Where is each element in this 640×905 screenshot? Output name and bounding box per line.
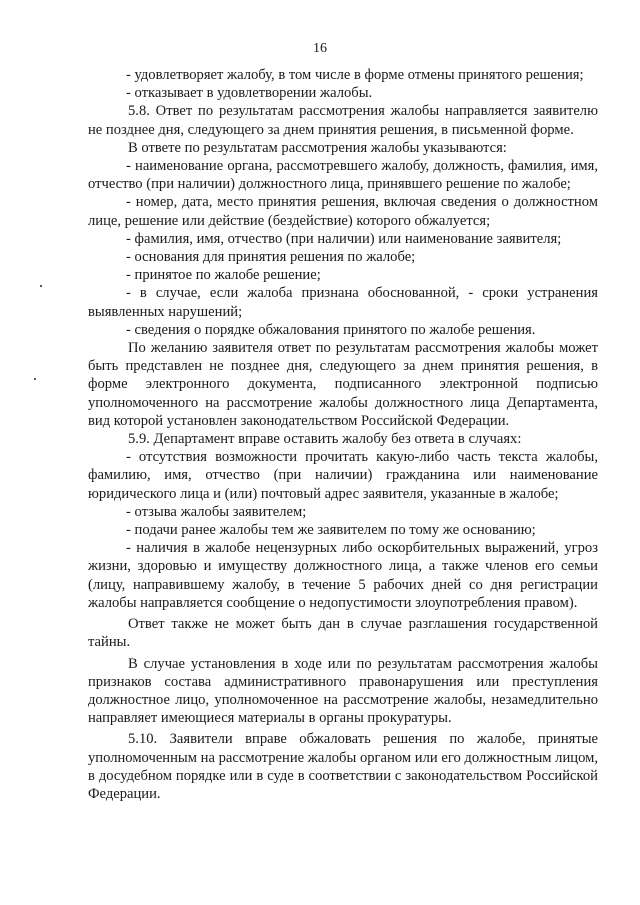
paragraph: - наличия в жалобе нецензурных либо оскорбительных выражений, угроз жизни, здоровью и имуществу должностного лица, а также членов его семьи (лицу, направившему жалобу, в течение 5 рабочих дней со дня регистрации жалобы направляется сообщение о недопустимости злоупотребления правом). — [88, 540, 598, 611]
paragraph: - отсутствия возможности прочитать какую-либо часть текста жалобы, фамилию, имя, отчество (при наличии) гражданина или наименование юридического лица и (или) почтовый адрес заявителя, указанные в жалобе; — [88, 449, 598, 502]
document-body — [88, 66, 598, 803]
paragraph: - номер, дата, место принятия решения, включая сведения о должностном лице, решение или действие (бездействие) которого обжалуется; — [88, 194, 598, 229]
paragraph: В ответе по результатам рассмотрения жалобы указываются: — [128, 139, 507, 156]
paragraph: В случае установления в ходе или по результатам рассмотрения жалобы признаков состава административного правонарушения или преступления должностное лицо, уполномоченное на рассмотрение жалобы, незамедлительно направляет имеющиеся материалы в органы прокуратуры. — [88, 655, 598, 727]
paragraph: - принятое по жалобе решение; — [126, 267, 321, 284]
paragraph: 5.8. Ответ по результатам рассмотрения жалобы направляется заявителю не позднее дня, следующего за днем принятия решения, в письменной форме. — [88, 103, 598, 138]
paragraph: - фамилия, имя, отчество (при наличии) или наименование заявителя; — [126, 230, 562, 247]
paragraph: - сведения о порядке обжалования принятого по жалобе решения. — [126, 321, 536, 338]
scan-speck — [34, 378, 36, 380]
paragraph: - подачи ранее жалобы тем же заявителем по тому же основанию; — [126, 522, 536, 539]
paragraph: - в случае, если жалоба признана обоснованной, - сроки устранения выявленных нарушений; — [88, 285, 598, 320]
page-number: 16 — [313, 41, 327, 56]
paragraph: 5.9. Департамент вправе оставить жалобу без ответа в случаях: — [128, 431, 522, 448]
scan-speck — [40, 285, 42, 287]
paragraph: - отзыва жалобы заявителем; — [126, 503, 307, 520]
paragraph: - удовлетворяет жалобу, в том числе в форме отмены принятого решения; — [126, 67, 584, 83]
paragraph: Ответ также не может быть дан в случае разглашения государственной тайны. — [88, 616, 598, 651]
paragraph: - отказывает в удовлетворении жалобы. — [126, 85, 373, 102]
paragraph: 5.10. Заявители вправе обжаловать решения по жалобе, принятые уполномоченным на рассмотрение жалобы органом или его должностным лицом, в досудебном порядке или в суде в соответствии с законодательством Российской Федерации. — [88, 731, 598, 802]
paragraph: - наименование органа, рассмотревшего жалобу, должность, фамилия, имя, отчество (при наличии) должностного лица, принявшего решение по жалобе; — [88, 158, 598, 193]
paragraph: По желанию заявителя ответ по результатам рассмотрения жалобы может быть представлен не позднее дня, следующего за днем принятия решения, в форме электронного документа, подписанного электронной подписью уполномоченного на рассмотрение жалобы должностного лица Департамента, вид которой установлен законодательством Российской Федерации. — [88, 340, 598, 429]
paragraph: - основания для принятия решения по жалобе; — [126, 249, 416, 266]
